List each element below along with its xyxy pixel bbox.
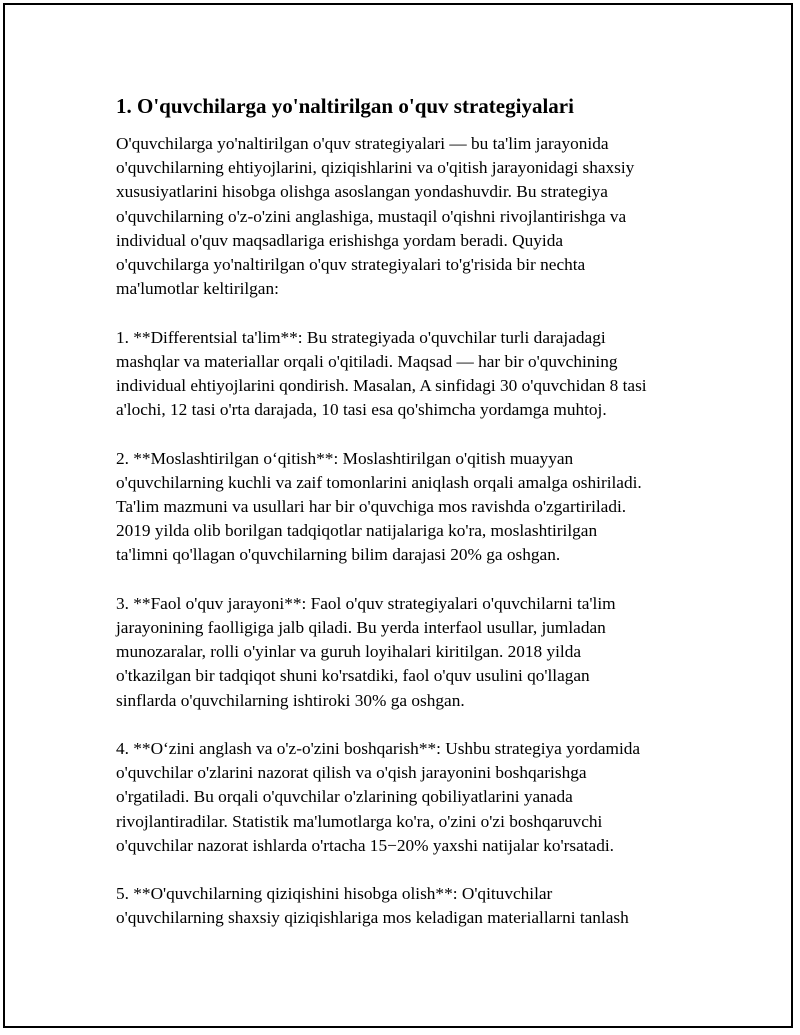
- text-line: individual ehtiyojlarini qondirish. Masalan, A sinfidagi 30 o'quvchidan 8 tasi: [116, 376, 647, 396]
- text-line: 2. **Moslashtirilgan o‘qitish**: Moslashtirilgan o'qitish muayyan: [116, 448, 574, 468]
- text-line: xususiyatlarini hisobga olishga asoslangan yondashuvdir. Bu strategiya: [116, 182, 608, 202]
- paragraph-ozini-anglash: [116, 737, 696, 858]
- text-line: ta'limni qo'llagan o'quvchilarning bilim darajasi 20% ga oshgan.: [116, 545, 561, 565]
- text-line: o'quvchilarning kuchli va zaif tomonlarini aniqlash orqali amalga oshiriladi.: [116, 472, 642, 492]
- text-line: sinflarda o'quvchilarning ishtiroki 30% ga oshgan.: [116, 690, 465, 710]
- text-line: a'lochi, 12 tasi o'rta darajada, 10 tasi esa qo'shimcha yordamga muhtoj.: [116, 400, 607, 420]
- text-line: jarayonining faolligiga jalb qiladi. Bu yerda interfaol usullar, jumladan: [116, 618, 606, 638]
- paragraph-differentsial-talim: [116, 326, 696, 423]
- text-line: o'quvchilarning shaxsiy qiziqishlariga mos keladigan materiallarni tanlash: [116, 908, 629, 928]
- text-line: o'quvchilar o'zlarini nazorat qilish va o'qish jarayonini boshqarishga: [116, 763, 587, 783]
- text-line: 4. **O‘zini anglash va o'z-o'zini boshqarish**: Ushbu strategiya yordamida: [116, 739, 641, 759]
- document-body: [116, 92, 696, 955]
- text-line: O'quvchilarga yo'naltirilgan o'quv strategiyalari — bu ta'lim jarayonida: [116, 134, 609, 153]
- text-line: 5. **O'quvchilarning qiziqishini hisobga olish**: O'qituvchilar: [116, 884, 553, 904]
- intro-paragraph: [116, 132, 696, 301]
- text-line: individual o'quv maqsadlariga erishishga yordam beradi. Quyida: [116, 230, 564, 250]
- text-line: o'rgatiladi. Bu orqali o'quvchilar o'zlarining qobiliyatlarini yanada: [116, 787, 573, 807]
- document-title: 1. O'quvchilarga yo'naltirilgan o'quv strategiyalari: [116, 94, 574, 118]
- text-line: ma'lumotlar keltirilgan:: [116, 279, 279, 299]
- text-line: 1. **Differentsial ta'lim**: Bu strategiyada o'quvchilar turli darajadagi: [116, 327, 606, 347]
- text-line: o'quvchilarga yo'naltirilgan o'quv strategiyalari to'g'risida bir nechta: [116, 255, 586, 275]
- paragraph-qiziqishini-hisobga-olish: [116, 882, 696, 930]
- text-line: o'tkazilgan bir tadqiqot shuni ko'rsatdiki, faol o'quv usulini qo'llagan: [116, 666, 590, 686]
- text-line: o'quvchilar nazorat ishlarda o'rtacha 15−20% yaxshi natijalar ko'rsatadi.: [116, 835, 614, 855]
- text-line: Ta'lim mazmuni va usullari har bir o'quvchiga mos ravishda o'zgartiriladi.: [116, 497, 627, 517]
- paragraph-faol-oquv-jarayoni: [116, 592, 696, 713]
- paragraph-moslashtirilgan-oqitish: [116, 447, 696, 568]
- text-line: mashqlar va materiallar orqali o'qitiladi. Maqsad — har bir o'quvchining: [116, 351, 618, 371]
- text-line: munozaralar, rolli o'yinlar va guruh loyihalari kiritilgan. 2018 yilda: [116, 642, 582, 662]
- text-line: o'quvchilarning ehtiyojlarini, qiziqishlarini va o'qitish jarayonidagi shaxsiy: [116, 158, 635, 178]
- text-line: rivojlantiradilar. Statistik ma'lumotlarga ko'ra, o'zini o'zi boshqaruvchi: [116, 811, 603, 831]
- text-line: o'quvchilarning o'z-o'zini anglashiga, mustaqil o'qishni rivojlantirishga va: [116, 206, 627, 226]
- text-line: 2019 yilda olib borilgan tadqiqotlar natijalariga ko'ra, moslashtirilgan: [116, 521, 598, 541]
- text-line: 3. **Faol o'quv jarayoni**: Faol o'quv strategiyalari o'quvchilarni ta'lim: [116, 593, 616, 613]
